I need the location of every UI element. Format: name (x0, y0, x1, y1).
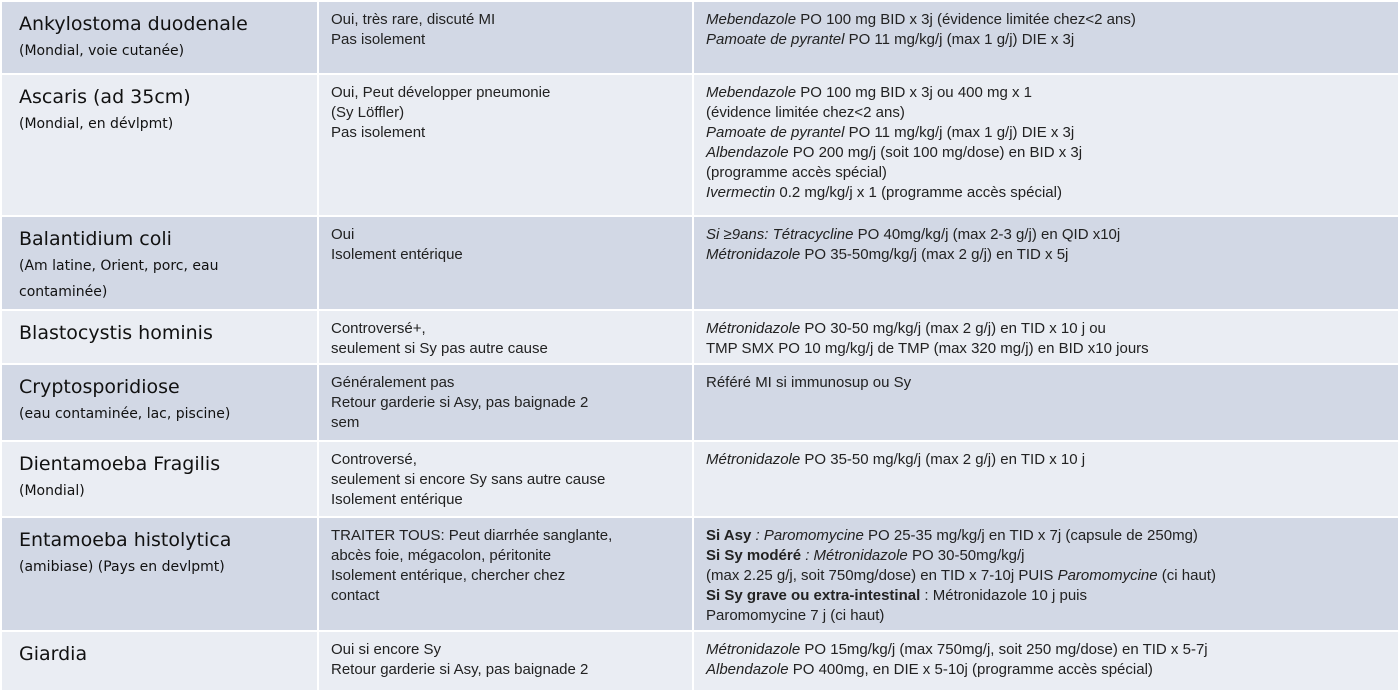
table-body (1, 1, 1399, 691)
parasite-name: Cryptosporidiose (19, 376, 180, 398)
treatment-line (706, 163, 1398, 183)
treatment-cell (693, 517, 1399, 631)
drug-name: Métronidazole (706, 320, 801, 337)
treatment-line (706, 319, 1398, 339)
isolation-line: Oui, très rare, discuté MI (331, 11, 496, 28)
treatment-text: Paromomycine 7 j (ci haut) (706, 607, 885, 624)
parasite-region: (Mondial, voie cutanée) (19, 43, 185, 59)
parasite-name: Dientamoeba Fragilis (19, 453, 221, 475)
isolation-line: seulement si encore Sy sans autre cause (331, 471, 606, 488)
treatment-text: PO 30-50 mg/kg/j (max 2 g/j) en TID x 10 j ou (800, 320, 1106, 337)
parasite-cell (1, 1, 318, 74)
treatment-condition: Si Sy modéré (706, 547, 802, 564)
treatment-text: 0.2 mg/kg/j x 1 (programme accès spécial) (775, 184, 1062, 201)
drug-name: Ivermectin (706, 184, 776, 201)
treatment-text: PO 400mg, en DIE x 5-10j (programme accès spécial) (788, 661, 1153, 678)
isolation-cell (318, 1, 693, 74)
isolation-cell (318, 74, 693, 216)
parasite-region: (eau contaminée, lac, piscine) (19, 406, 231, 422)
drug-name: Métronidazole (706, 246, 801, 263)
parasite-name: Ankylostoma duodenale (19, 13, 248, 35)
treatment-text: (programme accès spécial) (706, 164, 887, 181)
isolation-line: contact (331, 587, 380, 604)
parasite-region: (Am latine, Orient, porc, eau (19, 258, 219, 274)
isolation-line: (Sy Löffler) (331, 104, 405, 121)
treatment-line (706, 566, 1398, 586)
parasite-region: (amibiase) (Pays en devlpmt) (19, 559, 225, 575)
treatment-text: PO 11 mg/kg/j (max 1 g/j) DIE x 3j (844, 124, 1075, 141)
isolation-line: Oui, Peut développer pneumonie (331, 84, 551, 101)
table-row (1, 74, 1399, 216)
parasite-cell (1, 631, 318, 691)
parasite-cell (1, 310, 318, 364)
treatment-text: : Métronidazole 10 j puis (920, 587, 1088, 604)
drug-name: Pamoate de pyrantel (706, 31, 845, 48)
parasite-name: Balantidium coli (19, 228, 172, 250)
drug-name: Si ≥9ans: Tétracycline (706, 226, 854, 243)
drug-name: Paromomycine (1057, 567, 1158, 584)
isolation-line: Oui (331, 226, 355, 243)
table-row (1, 216, 1399, 310)
treatment-line (706, 546, 1398, 566)
treatment-line (706, 103, 1398, 123)
treatment-text: Référé MI si immunosup ou Sy (706, 374, 912, 391)
treatment-line (706, 450, 1398, 470)
drug-name: Albendazole (706, 144, 789, 161)
isolation-line: Controversé, (331, 451, 417, 468)
drug-name: Mebendazole (706, 84, 797, 101)
treatment-text: TMP SMX PO 10 mg/kg/j de TMP (max 320 mg/j) en BID x10 jours (706, 340, 1149, 357)
isolation-cell (318, 517, 693, 631)
isolation-line: seulement si Sy pas autre cause (331, 340, 548, 357)
treatment-line (706, 586, 1398, 606)
isolation-line: Pas isolement (331, 124, 426, 141)
parasite-region: contaminée) (19, 284, 108, 300)
treatment-text: PO 200 mg/j (soit 100 mg/dose) en BID x 3j (788, 144, 1083, 161)
parasite-cell (1, 441, 318, 517)
drug-name: Métronidazole (706, 641, 801, 658)
treatment-cell (693, 310, 1399, 364)
isolation-line: Isolement entérique (331, 246, 463, 263)
treatment-text: PO 40mg/kg/j (max 2-3 g/j) en QID x10j (853, 226, 1121, 243)
table-row (1, 310, 1399, 364)
table-row (1, 364, 1399, 441)
treatment-text: (évidence limitée chez<2 ans) (706, 104, 905, 121)
drug-name: : Métronidazole (801, 547, 908, 564)
treatment-line (706, 10, 1398, 30)
treatment-line (706, 640, 1398, 660)
treatment-cell (693, 216, 1399, 310)
isolation-line: TRAITER TOUS: Peut diarrhée sanglante, (331, 527, 613, 544)
isolation-line: abcès foie, mégacolon, péritonite (331, 547, 552, 564)
drug-name: Métronidazole (706, 451, 801, 468)
treatment-line (706, 83, 1398, 103)
drug-name: Albendazole (706, 661, 789, 678)
treatment-text: (ci haut) (1157, 567, 1216, 584)
treatment-cell (693, 364, 1399, 441)
treatment-line (706, 339, 1398, 359)
table-row (1, 441, 1399, 517)
treatment-condition: Si Asy (706, 527, 752, 544)
treatment-cell (693, 441, 1399, 517)
table-row (1, 517, 1399, 631)
treatment-text: PO 25-35 mg/kg/j en TID x 7j (capsule de 250mg) (863, 527, 1198, 544)
treatment-text: PO 11 mg/kg/j (max 1 g/j) DIE x 3j (844, 31, 1075, 48)
isolation-line: Isolement entérique, chercher chez (331, 567, 566, 584)
parasite-cell (1, 74, 318, 216)
parasite-name: Entamoeba histolytica (19, 529, 232, 551)
drug-name: Pamoate de pyrantel (706, 124, 845, 141)
treatment-line (706, 143, 1398, 163)
parasite-region: (Mondial, en dévlpmt) (19, 116, 174, 132)
isolation-cell (318, 441, 693, 517)
parasite-name: Blastocystis hominis (19, 322, 213, 344)
isolation-line: Retour garderie si Asy, pas baignade 2 (331, 661, 589, 678)
isolation-line: Pas isolement (331, 31, 426, 48)
treatment-text: PO 35-50mg/kg/j (max 2 g/j) en TID x 5j (800, 246, 1069, 263)
parasite-cell (1, 364, 318, 441)
treatment-line (706, 245, 1398, 265)
treatment-cell (693, 1, 1399, 74)
parasite-name: Giardia (19, 643, 88, 665)
isolation-cell (318, 216, 693, 310)
drug-name: : Paromomycine (751, 527, 864, 544)
parasite-cell (1, 216, 318, 310)
treatment-text: PO 35-50 mg/kg/j (max 2 g/j) en TID x 10 j (800, 451, 1086, 468)
treatment-text: PO 100 mg BID x 3j (évidence limitée chez<2 ans) (796, 11, 1136, 28)
treatment-condition: Si Sy grave ou extra-intestinal (706, 587, 921, 604)
table-row (1, 1, 1399, 74)
isolation-line: Oui si encore Sy (331, 641, 442, 658)
treatment-cell (693, 631, 1399, 691)
isolation-line: Isolement entérique (331, 491, 463, 508)
drug-name: Mebendazole (706, 11, 797, 28)
treatment-line (706, 30, 1398, 50)
treatment-line (706, 123, 1398, 143)
isolation-line: Controversé+, (331, 320, 426, 337)
isolation-cell (318, 631, 693, 691)
treatment-line (706, 373, 1398, 393)
treatment-text: PO 100 mg BID x 3j ou 400 mg x 1 (796, 84, 1033, 101)
parasite-name: Ascaris (ad 35cm) (19, 86, 191, 108)
parasite-region: (Mondial) (19, 483, 85, 499)
isolation-cell (318, 310, 693, 364)
treatment-cell (693, 74, 1399, 216)
isolation-cell (318, 364, 693, 441)
treatment-line (706, 526, 1398, 546)
treatment-line (706, 660, 1398, 680)
treatment-line (706, 225, 1398, 245)
table-row (1, 631, 1399, 691)
treatment-text: (max 2.25 g/j, soit 750mg/dose) en TID x 7-10j PUIS (706, 567, 1058, 584)
isolation-line: Généralement pas (331, 374, 455, 391)
treatment-line (706, 606, 1398, 626)
parasite-cell (1, 517, 318, 631)
treatment-text: PO 30-50mg/kg/j (907, 547, 1025, 564)
treatment-line (706, 183, 1398, 203)
isolation-line: sem (331, 414, 360, 431)
treatment-text: PO 15mg/kg/j (max 750mg/j, soit 250 mg/dose) en TID x 5-7j (800, 641, 1208, 658)
isolation-line: Retour garderie si Asy, pas baignade 2 (331, 394, 589, 411)
